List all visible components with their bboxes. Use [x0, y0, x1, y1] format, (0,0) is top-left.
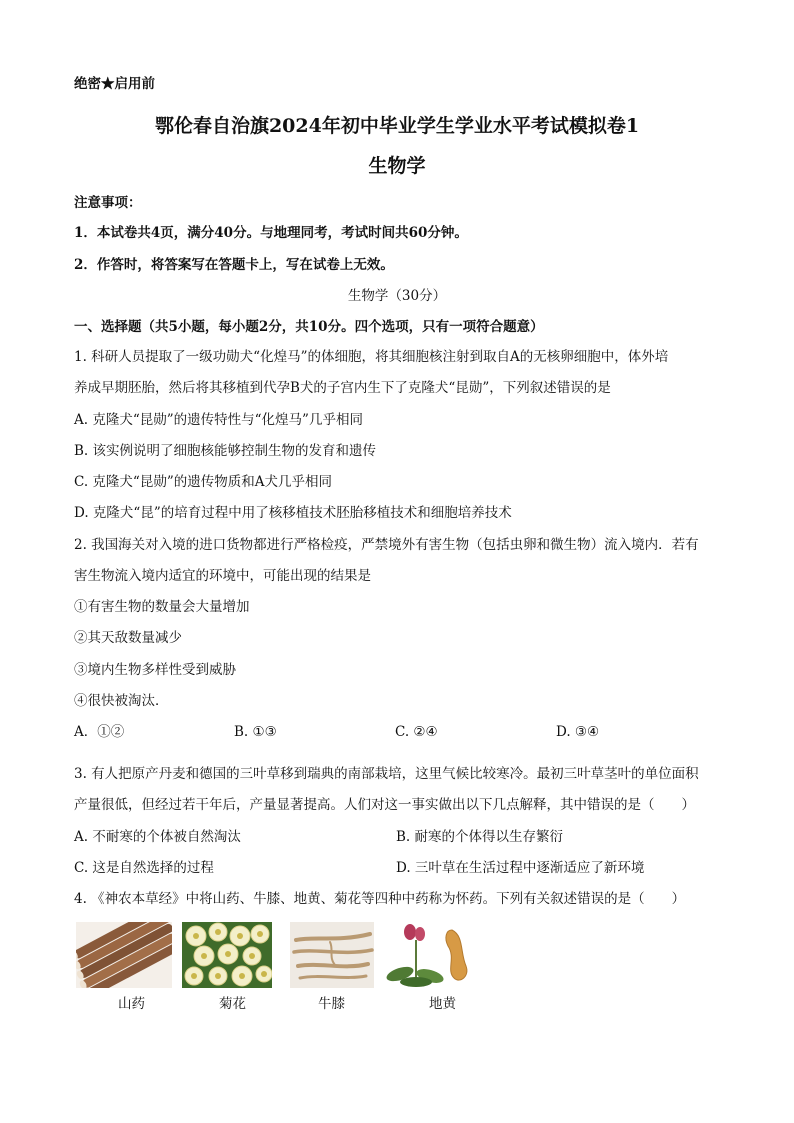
q2-option-d: D. ③④ [556, 724, 600, 740]
q2-statement-2: ②其天敌数量减少 [74, 630, 182, 646]
note-item-2: 2．作答时，将答案写在答题卡上，写在试卷上无效。 [74, 257, 394, 273]
q2-stem-line-2: 害生物流入境内适宜的环境中，可能出现的结果是 [74, 568, 371, 584]
q2-option-b: B. ①③ [234, 724, 277, 740]
q1-option-a: A. 克隆犬“昆勋”的遗传特性与“化煌马”几乎相同 [74, 412, 363, 428]
rehmannia-caption: 地黄 [429, 996, 456, 1012]
q2-stem-line-1: 2. 我国海关对入境的进口货物都进行严格检疫，严禁境外有害生物（包括虫卵和微生物）流入境内．若有 [74, 537, 699, 553]
q3-stem-line-2: 产量很低，但经过若干年后，产量显著提高。人们对这一事实做出以下几点解释，其中错误的是（ ） [74, 797, 695, 813]
q3-option-d: D. 三叶草在生活过程中逐渐适应了新环境 [396, 860, 645, 876]
q2-option-c: C. ②④ [395, 724, 438, 740]
part-one-heading: 一、选择题（共5小题，每小题2分，共10分。四个选项，只有一项符合题意） [74, 319, 544, 335]
q2-statement-1: ①有害生物的数量会大量增加 [74, 599, 250, 615]
yam-image [76, 922, 172, 988]
q3-stem-line-1: 3. 有人把原产丹麦和德国的三叶草移到瑞典的南部栽培，这里气候比较寒冷。最初三叶草茎叶的单位面积 [74, 766, 699, 782]
exam-title: 鄂伦春自治旗2024年初中毕业学生学业水平考试模拟卷1 [154, 115, 640, 137]
achyranthes-caption: 牛膝 [318, 996, 345, 1012]
q4-stem: 4. 《神农本草经》中将山药、牛膝、地黄、菊花等四种中药称为怀药。下列有关叙述错误的是（ ） [74, 891, 686, 907]
notes-heading: 注意事项： [74, 195, 142, 211]
chrysanthemum-image [182, 922, 272, 988]
subject-title: 生物学 [368, 155, 426, 177]
q1-option-d: D. 克隆犬“昆”的培育过程中用了核移植技术胚胎移植技术和细胞培养技术 [74, 505, 512, 521]
section-title: 生物学（30分） [347, 288, 447, 304]
achyranthes-root-image [290, 922, 374, 988]
q3-option-b: B. 耐寒的个体得以生存繁衍 [396, 829, 564, 845]
secret-label: 绝密★启用前 [74, 76, 155, 92]
q2-statement-3: ③境内生物多样性受到威胁 [74, 662, 236, 678]
q1-option-b: B. 该实例说明了细胞核能够控制生物的发育和遗传 [74, 443, 377, 459]
q2-statement-4: ④很快被淘汰． [74, 693, 169, 709]
q1-option-c: C. 克隆犬“昆勋”的遗传物质和A犬几乎相同 [74, 474, 332, 490]
note-item-1: 1．本试卷共4页，满分40分。与地理同考，考试时间共60分钟。 [74, 225, 468, 241]
q1-stem-line-1: 1. 科研人员提取了一级功勋犬“化煌马”的体细胞，将其细胞核注射到取自A的无核卵细胞中，体外培 [74, 349, 669, 365]
rehmannia-image [386, 922, 476, 988]
q3-option-a: A. 不耐寒的个体被自然淘汰 [74, 829, 241, 845]
q2-option-a: A．①② [74, 724, 125, 740]
q1-stem-line-2: 养成早期胚胎，然后将其移植到代孕B犬的子宫内生下了克隆犬“昆勋”，下列叙述错误的是 [74, 380, 611, 396]
yam-caption: 山药 [118, 996, 145, 1012]
chrysanthemum-caption: 菊花 [219, 996, 246, 1012]
q3-option-c: C. 这是自然选择的过程 [74, 860, 214, 876]
